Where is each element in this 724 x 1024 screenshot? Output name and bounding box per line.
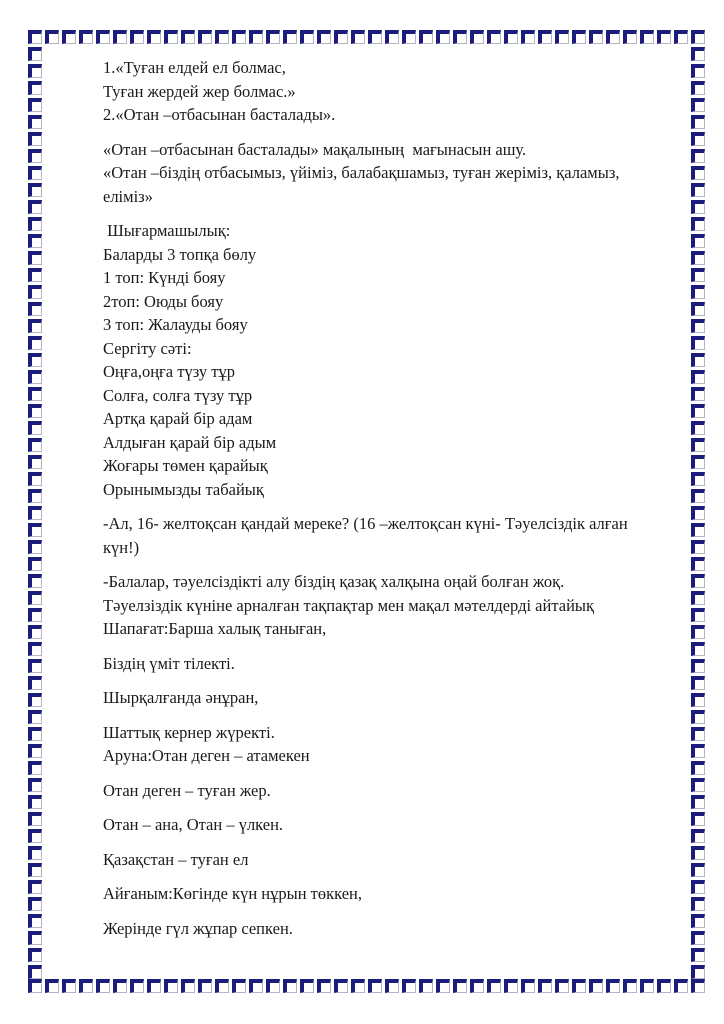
border-tile bbox=[28, 846, 42, 860]
border-tile bbox=[28, 302, 42, 316]
border-tile bbox=[691, 421, 705, 435]
border-tile bbox=[555, 30, 569, 44]
border-tile bbox=[487, 30, 501, 44]
border-tile bbox=[147, 30, 161, 44]
border-tile bbox=[45, 979, 59, 993]
text-line: Баларды 3 топқа бөлу bbox=[103, 244, 257, 264]
border-tile bbox=[691, 574, 705, 588]
border-tile bbox=[402, 979, 416, 993]
decorative-border-bottom bbox=[28, 979, 705, 993]
border-tile bbox=[28, 710, 42, 724]
border-tile bbox=[640, 30, 654, 44]
border-tile bbox=[691, 608, 705, 622]
border-tile bbox=[147, 979, 161, 993]
border-tile bbox=[436, 979, 450, 993]
border-tile bbox=[62, 30, 76, 44]
border-tile bbox=[28, 979, 42, 993]
border-tile bbox=[572, 979, 586, 993]
border-tile bbox=[28, 608, 42, 622]
border-tile bbox=[691, 268, 705, 282]
border-tile bbox=[28, 523, 42, 537]
paragraph bbox=[103, 219, 683, 501]
text-line: «Отан –біздің отбасымыз, үйіміз, балабақшамыз, туған жеріміз, қаламыз, bbox=[103, 163, 620, 182]
text-line: Туған жердей жер болмас.» bbox=[103, 81, 296, 101]
border-tile bbox=[28, 829, 42, 843]
border-tile bbox=[691, 642, 705, 656]
text-line: «Отан –отбасынан басталады» мақалының мағынасын ашу. bbox=[103, 139, 527, 159]
border-tile bbox=[28, 863, 42, 877]
paragraph bbox=[103, 138, 683, 209]
border-tile bbox=[657, 30, 671, 44]
border-tile bbox=[28, 778, 42, 792]
border-tile bbox=[28, 676, 42, 690]
border-tile bbox=[589, 979, 603, 993]
paragraph bbox=[103, 512, 683, 559]
border-tile bbox=[691, 812, 705, 826]
border-tile bbox=[691, 64, 705, 78]
border-tile bbox=[249, 979, 263, 993]
border-tile bbox=[28, 370, 42, 384]
text-line: Шығармашылық: bbox=[103, 221, 231, 240]
border-tile bbox=[504, 979, 518, 993]
border-tile bbox=[215, 30, 229, 44]
border-tile bbox=[691, 319, 705, 333]
border-tile bbox=[691, 455, 705, 469]
text-line: Шырқалғанда әнұран, bbox=[103, 688, 259, 707]
border-tile bbox=[555, 979, 569, 993]
border-tile bbox=[28, 81, 42, 95]
border-tile bbox=[691, 744, 705, 758]
border-tile bbox=[28, 948, 42, 962]
text-line: Отан деген – туған жер. bbox=[103, 780, 271, 800]
border-tile bbox=[28, 421, 42, 435]
border-tile bbox=[28, 268, 42, 282]
border-tile bbox=[691, 370, 705, 384]
border-tile bbox=[28, 47, 42, 61]
border-tile bbox=[28, 693, 42, 707]
text-line: 1 топ: Күнді бояу bbox=[103, 268, 226, 287]
text-line: Алдыған қарай бір адым bbox=[103, 432, 277, 452]
border-tile bbox=[28, 438, 42, 452]
border-tile bbox=[28, 132, 42, 146]
border-tile bbox=[28, 336, 42, 350]
border-tile bbox=[28, 251, 42, 265]
border-tile bbox=[691, 863, 705, 877]
border-tile bbox=[28, 761, 42, 775]
text-line: Сергіту сәті: bbox=[103, 338, 192, 358]
border-tile bbox=[623, 30, 637, 44]
text-line: 2топ: Оюды бояу bbox=[103, 291, 224, 311]
border-tile bbox=[691, 795, 705, 809]
border-tile bbox=[691, 404, 705, 418]
border-tile bbox=[504, 30, 518, 44]
border-tile bbox=[232, 979, 246, 993]
border-tile bbox=[419, 30, 433, 44]
border-tile bbox=[691, 880, 705, 894]
border-tile bbox=[589, 30, 603, 44]
border-tile bbox=[691, 914, 705, 928]
paragraph bbox=[103, 56, 683, 127]
text-line: 1.«Туған елдей ел болмас, bbox=[103, 58, 286, 77]
border-tile bbox=[691, 98, 705, 112]
border-tile bbox=[28, 489, 42, 503]
border-tile bbox=[113, 979, 127, 993]
border-tile bbox=[28, 353, 42, 367]
border-tile bbox=[657, 979, 671, 993]
text-line: Шаттық кернер жүректі. bbox=[103, 722, 275, 742]
text-line: Жерінде гүл жұпар сепкен. bbox=[103, 918, 293, 938]
border-tile bbox=[96, 30, 110, 44]
border-tile bbox=[470, 30, 484, 44]
border-tile bbox=[28, 234, 42, 248]
border-tile bbox=[28, 404, 42, 418]
border-tile bbox=[691, 846, 705, 860]
border-tile bbox=[640, 979, 654, 993]
border-tile bbox=[28, 319, 42, 333]
border-tile bbox=[317, 979, 331, 993]
border-tile bbox=[606, 979, 620, 993]
border-tile bbox=[691, 523, 705, 537]
border-tile bbox=[28, 217, 42, 231]
border-tile bbox=[249, 30, 263, 44]
border-tile bbox=[691, 166, 705, 180]
text-line: 2.«Отан –отбасынан басталады». bbox=[103, 105, 336, 124]
decorative-border-top bbox=[28, 30, 705, 44]
paragraph bbox=[103, 813, 683, 837]
border-tile bbox=[691, 659, 705, 673]
border-tile bbox=[28, 285, 42, 299]
border-tile bbox=[164, 30, 178, 44]
border-tile bbox=[28, 659, 42, 673]
border-tile bbox=[181, 979, 195, 993]
border-tile bbox=[691, 727, 705, 741]
border-tile bbox=[62, 979, 76, 993]
border-tile bbox=[28, 149, 42, 163]
border-tile bbox=[368, 979, 382, 993]
text-line: Артқа қарай бір адам bbox=[103, 409, 253, 428]
text-line: Шапағат:Барша халық таныған, bbox=[103, 619, 327, 638]
paragraph bbox=[103, 779, 683, 803]
border-tile bbox=[538, 30, 552, 44]
border-tile bbox=[215, 979, 229, 993]
border-tile bbox=[130, 30, 144, 44]
border-tile bbox=[28, 591, 42, 605]
border-tile bbox=[691, 778, 705, 792]
border-tile bbox=[28, 642, 42, 656]
border-tile bbox=[691, 353, 705, 367]
text-line: Айғаным:Көгінде күн нұрын төккен, bbox=[103, 884, 363, 903]
border-tile bbox=[691, 183, 705, 197]
border-tile bbox=[300, 30, 314, 44]
text-line: Жоғары төмен қарайық bbox=[103, 456, 268, 475]
border-tile bbox=[691, 625, 705, 639]
border-tile bbox=[691, 676, 705, 690]
border-tile bbox=[691, 47, 705, 61]
border-tile bbox=[232, 30, 246, 44]
border-tile bbox=[368, 30, 382, 44]
border-tile bbox=[691, 557, 705, 571]
text-line: Тәуелзіздік күніне арналған тақпақтар мен мақал мәтелдерді айтайық bbox=[103, 595, 595, 615]
border-tile bbox=[691, 132, 705, 146]
border-tile bbox=[28, 795, 42, 809]
border-tile bbox=[28, 965, 42, 979]
border-tile bbox=[198, 979, 212, 993]
border-tile bbox=[317, 30, 331, 44]
border-tile bbox=[691, 200, 705, 214]
text-line: -Балалар, тәуелсіздікті алу біздің қазақ халқына оңай болған жоқ. bbox=[103, 572, 565, 591]
border-tile bbox=[674, 979, 688, 993]
paragraph bbox=[103, 848, 683, 872]
text-line: күн!) bbox=[103, 537, 140, 557]
paragraph bbox=[103, 882, 683, 906]
border-tile bbox=[691, 540, 705, 554]
border-tile bbox=[385, 30, 399, 44]
border-tile bbox=[385, 979, 399, 993]
border-tile bbox=[538, 979, 552, 993]
border-tile bbox=[691, 948, 705, 962]
border-tile bbox=[419, 979, 433, 993]
border-tile bbox=[28, 625, 42, 639]
border-tile bbox=[283, 30, 297, 44]
text-line: -Ал, 16- желтоқсан қандай мереке? (16 –желтоқсан күні- Тәуелсіздік алған bbox=[103, 514, 628, 533]
border-tile bbox=[691, 149, 705, 163]
border-tile bbox=[521, 30, 535, 44]
paragraph bbox=[103, 686, 683, 710]
border-tile bbox=[351, 979, 365, 993]
text-line: Оңға,оңға түзу тұр bbox=[103, 362, 235, 381]
border-tile bbox=[691, 438, 705, 452]
border-tile bbox=[45, 30, 59, 44]
border-tile bbox=[691, 472, 705, 486]
border-tile bbox=[691, 979, 705, 993]
border-tile bbox=[79, 979, 93, 993]
border-tile bbox=[28, 727, 42, 741]
border-tile bbox=[453, 30, 467, 44]
border-tile bbox=[691, 251, 705, 265]
border-tile bbox=[28, 115, 42, 129]
border-tile bbox=[436, 30, 450, 44]
border-tile bbox=[28, 166, 42, 180]
border-tile bbox=[470, 979, 484, 993]
border-tile bbox=[691, 387, 705, 401]
border-tile bbox=[283, 979, 297, 993]
border-tile bbox=[606, 30, 620, 44]
border-tile bbox=[300, 979, 314, 993]
border-tile bbox=[28, 183, 42, 197]
border-tile bbox=[674, 30, 688, 44]
border-tile bbox=[28, 472, 42, 486]
border-tile bbox=[28, 574, 42, 588]
border-tile bbox=[691, 897, 705, 911]
border-tile bbox=[691, 336, 705, 350]
border-tile bbox=[28, 540, 42, 554]
text-line: Біздің үміт тілекті. bbox=[103, 653, 235, 673]
border-tile bbox=[198, 30, 212, 44]
text-line: Солға, солға түзу тұр bbox=[103, 385, 253, 405]
border-tile bbox=[28, 557, 42, 571]
border-tile bbox=[453, 979, 467, 993]
border-tile bbox=[691, 761, 705, 775]
border-tile bbox=[334, 979, 348, 993]
paragraph bbox=[103, 721, 683, 768]
border-tile bbox=[28, 812, 42, 826]
border-tile bbox=[28, 200, 42, 214]
border-tile bbox=[28, 98, 42, 112]
border-tile bbox=[691, 829, 705, 843]
border-tile bbox=[691, 217, 705, 231]
border-tile bbox=[28, 931, 42, 945]
border-tile bbox=[487, 979, 501, 993]
border-tile bbox=[266, 30, 280, 44]
border-tile bbox=[266, 979, 280, 993]
text-line: еліміз» bbox=[103, 186, 153, 206]
border-tile bbox=[691, 710, 705, 724]
border-tile bbox=[28, 897, 42, 911]
border-tile bbox=[691, 931, 705, 945]
border-tile bbox=[521, 979, 535, 993]
border-tile bbox=[28, 914, 42, 928]
border-tile bbox=[28, 744, 42, 758]
border-tile bbox=[691, 234, 705, 248]
border-tile bbox=[572, 30, 586, 44]
border-tile bbox=[691, 693, 705, 707]
decorative-border-left bbox=[28, 47, 42, 979]
border-tile bbox=[691, 30, 705, 44]
border-tile bbox=[691, 489, 705, 503]
border-tile bbox=[181, 30, 195, 44]
paragraph bbox=[103, 570, 683, 641]
border-tile bbox=[402, 30, 416, 44]
border-tile bbox=[130, 979, 144, 993]
paragraph bbox=[103, 652, 683, 676]
border-tile bbox=[164, 979, 178, 993]
border-tile bbox=[691, 591, 705, 605]
border-tile bbox=[691, 115, 705, 129]
border-tile bbox=[28, 455, 42, 469]
border-tile bbox=[623, 979, 637, 993]
border-tile bbox=[79, 30, 93, 44]
border-tile bbox=[28, 387, 42, 401]
border-tile bbox=[113, 30, 127, 44]
border-tile bbox=[351, 30, 365, 44]
border-tile bbox=[28, 30, 42, 44]
border-tile bbox=[691, 506, 705, 520]
border-tile bbox=[334, 30, 348, 44]
text-line: 3 топ: Жалауды бояу bbox=[103, 315, 248, 334]
document-content bbox=[103, 56, 683, 951]
border-tile bbox=[28, 506, 42, 520]
paragraph bbox=[103, 917, 683, 941]
text-line: Қазақстан – туған ел bbox=[103, 849, 249, 869]
border-tile bbox=[691, 302, 705, 316]
text-line: Аруна:Отан деген – атамекен bbox=[103, 746, 310, 765]
border-tile bbox=[691, 285, 705, 299]
decorative-border-right bbox=[691, 47, 705, 979]
border-tile bbox=[28, 880, 42, 894]
border-tile bbox=[691, 81, 705, 95]
border-tile bbox=[691, 965, 705, 979]
border-tile bbox=[96, 979, 110, 993]
text-line: Отан – ана, Отан – үлкен. bbox=[103, 815, 284, 834]
text-line: Орынымызды табайық bbox=[103, 479, 264, 499]
border-tile bbox=[28, 64, 42, 78]
